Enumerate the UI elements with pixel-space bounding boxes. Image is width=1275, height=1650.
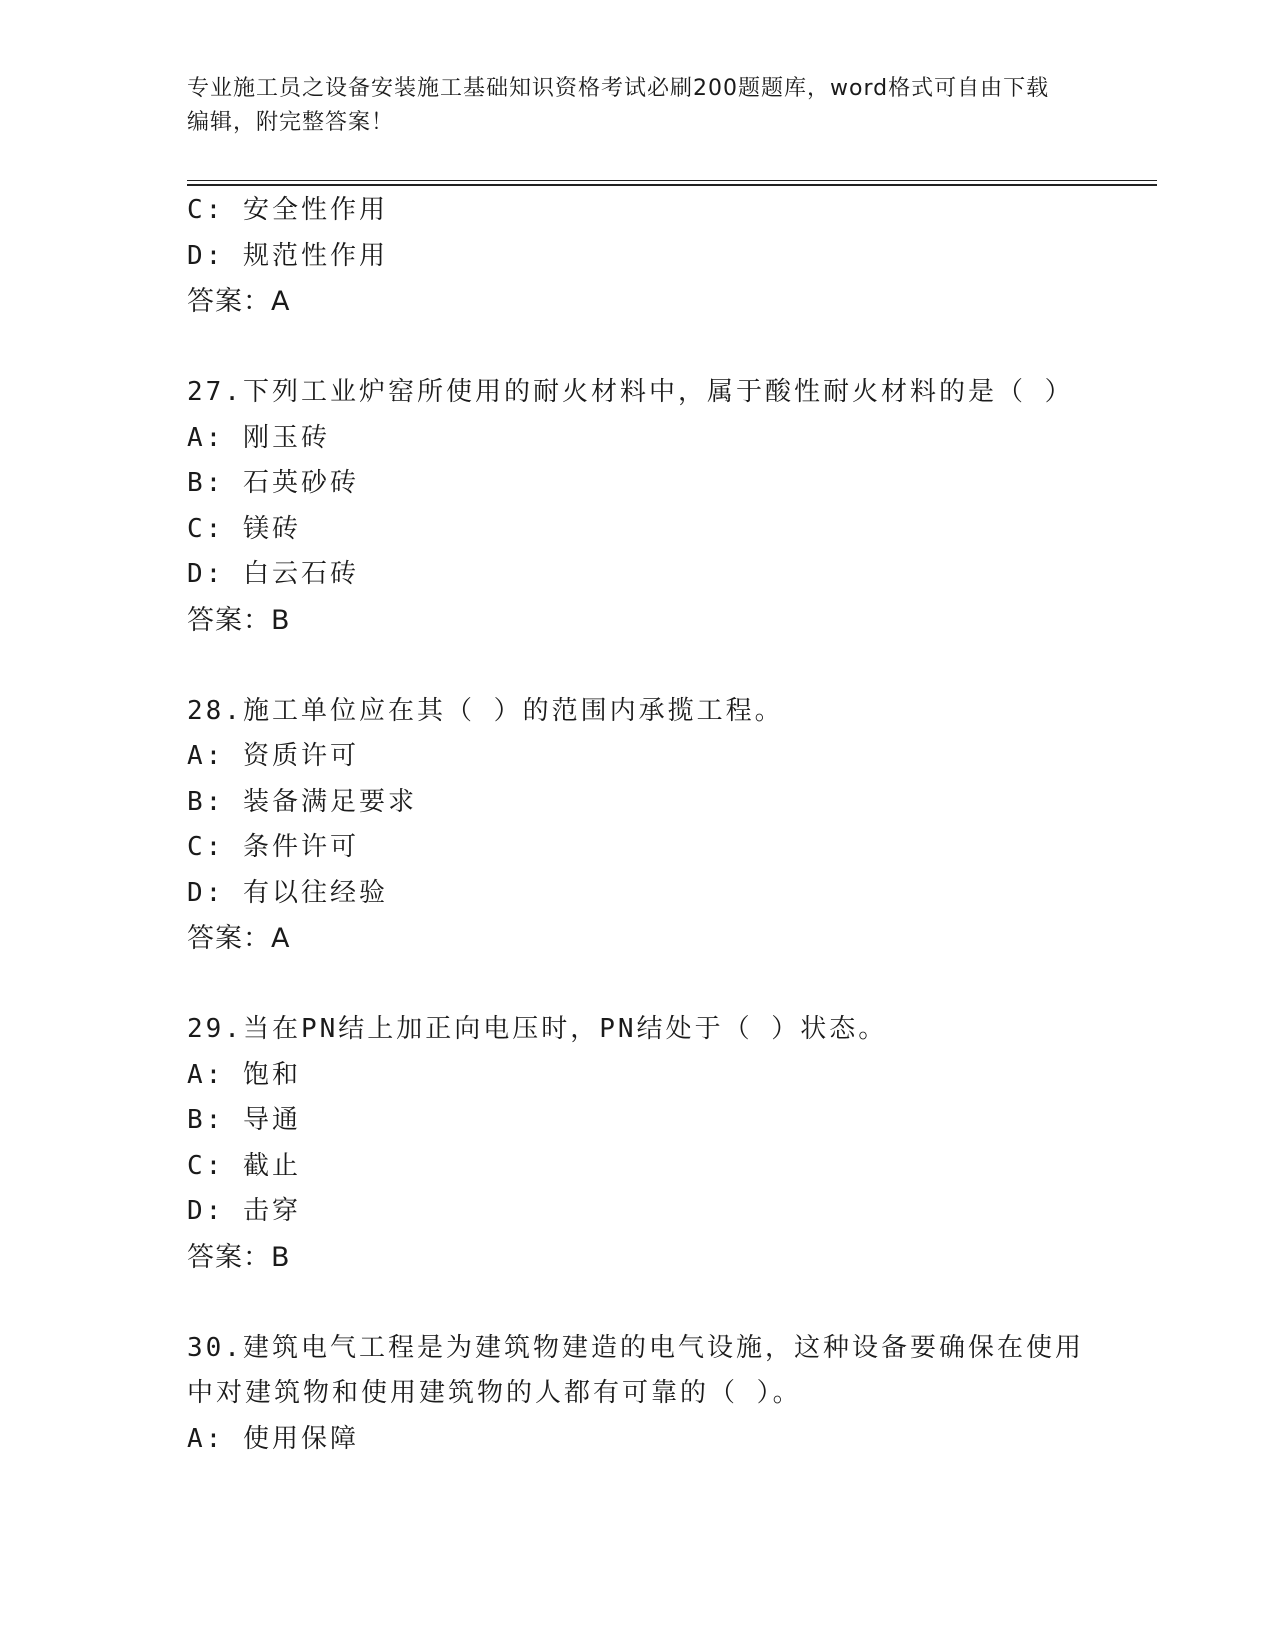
option-a: A: 刚玉砖 — [187, 422, 330, 453]
option-c: C: 安全性作用 — [187, 195, 388, 225]
option-c: C: 截止 — [187, 1150, 301, 1181]
header-divider-thin — [187, 180, 1157, 181]
option-b: B: 装备满足要求 — [187, 786, 417, 817]
question-text-continued: 中对建筑物和使用建筑物的人都有可靠的（ ）。 — [187, 1378, 802, 1408]
option-a: A: 资质许可 — [187, 741, 359, 771]
option-d: D: 白云石砖 — [187, 559, 359, 589]
document-title: 专业施工员之设备安装施工基础知识资格考试必刷200题题库，word格式可自由下载编辑，附完整答案！ — [187, 76, 1050, 135]
option-b: B: 导通 — [187, 1105, 301, 1135]
option-d: D: 击穿 — [187, 1196, 301, 1226]
spacer — [187, 325, 1087, 371]
answer: 答案：A — [187, 923, 291, 954]
question-text: 27.下列工业炉窑所使用的耐火材料中，属于酸性耐火材料的是（ ） — [187, 377, 1074, 407]
question-text: 28.施工单位应在其（ ）的范围内承揽工程。 — [187, 695, 784, 726]
answer: 答案：B — [187, 1241, 291, 1273]
question-list — [187, 188, 1087, 1462]
option-d: D: 规范性作用 — [187, 240, 388, 271]
header-divider-thick — [187, 184, 1157, 186]
question-text: 29.当在PN结上加正向电压时，PN结处于（ ）状态。 — [187, 1014, 888, 1044]
option-c: C: 条件许可 — [187, 832, 359, 862]
spacer — [187, 962, 1087, 1008]
answer: 答案：A — [187, 286, 291, 317]
option-d: D: 有以往经验 — [187, 877, 388, 908]
option-c: C: 镁砖 — [187, 513, 301, 544]
question-30 — [187, 1326, 1087, 1463]
question-text: 30.建筑电气工程是为建筑物建造的电气设施，这种设备要确保在使用 — [187, 1332, 1084, 1363]
spacer — [187, 1280, 1087, 1326]
option-b: B: 石英砂砖 — [187, 468, 359, 498]
question-27 — [187, 370, 1087, 643]
spacer — [187, 643, 1087, 689]
answer: 答案：B — [187, 604, 291, 636]
question-28 — [187, 689, 1087, 962]
document-header — [187, 72, 1067, 140]
question-26-continuation — [187, 188, 1087, 325]
question-29 — [187, 1007, 1087, 1280]
option-a: A: 饱和 — [187, 1059, 301, 1090]
option-a: A: 使用保障 — [187, 1423, 359, 1454]
